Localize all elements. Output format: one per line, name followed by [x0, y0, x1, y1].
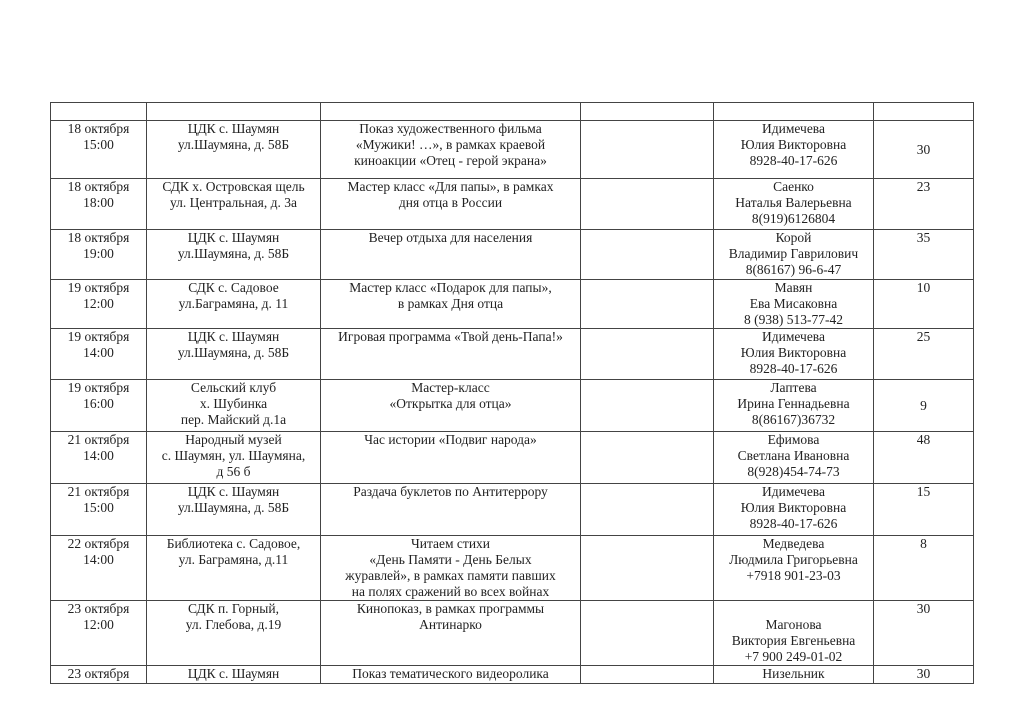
cell-count: 30: [874, 666, 974, 684]
cell-count: 10: [874, 280, 974, 329]
header-cell: [147, 103, 321, 121]
cell-notes: [581, 280, 714, 329]
cell-place: ЦДК с. Шаумян ул.Шаумяна, д. 58Б: [147, 121, 321, 179]
cell-notes: [581, 666, 714, 684]
cell-place: СДК п. Горный, ул. Глебова, д.19: [147, 601, 321, 666]
cell-place: ЦДК с. Шаумян: [147, 666, 321, 684]
cell-responsible: Саенко Наталья Валерьевна 8(919)6126804: [714, 179, 874, 230]
cell-count: 35: [874, 230, 974, 280]
cell-count: 30: [874, 601, 974, 666]
cell-notes: [581, 601, 714, 666]
cell-responsible: Лаптева Ирина Геннадьевна 8(86167)36732: [714, 380, 874, 432]
cell-count: 25: [874, 329, 974, 380]
table-row: [51, 666, 974, 684]
cell-notes: [581, 536, 714, 601]
cell-count: 9: [874, 380, 974, 432]
cell-event: Показ художественного фильма «Мужики! …», в рамках краевой киноакции «Отец - герой экрана»: [321, 121, 581, 179]
header-cell: [321, 103, 581, 121]
cell-responsible: Идимечева Юлия Викторовна 8928-40-17-626: [714, 121, 874, 179]
cell-date: 18 октября 18:00: [51, 179, 147, 230]
events-table: [50, 102, 974, 684]
cell-date: 18 октября 19:00: [51, 230, 147, 280]
table-row: [51, 121, 974, 179]
cell-responsible: Идимечева Юлия Викторовна 8928-40-17-626: [714, 484, 874, 536]
cell-notes: [581, 484, 714, 536]
cell-event: Вечер отдыха для населения: [321, 230, 581, 280]
cell-event: Мастер-класс «Открытка для отца»: [321, 380, 581, 432]
cell-date: 23 октября 12:00: [51, 601, 147, 666]
cell-event: Мастер класс «Подарок для папы», в рамках Дня отца: [321, 280, 581, 329]
cell-place: Народный музей с. Шаумян, ул. Шаумяна, д 56 б: [147, 432, 321, 484]
table-row: [51, 280, 974, 329]
header-cell: [874, 103, 974, 121]
cell-count: 30: [874, 121, 974, 179]
cell-date: 22 октября 14:00: [51, 536, 147, 601]
cell-notes: [581, 179, 714, 230]
cell-date: 21 октября 15:00: [51, 484, 147, 536]
table-row: [51, 536, 974, 601]
cell-responsible: Магонова Виктория Евгеньевна +7 900 249-01-02: [714, 601, 874, 666]
cell-count: 15: [874, 484, 974, 536]
cell-notes: [581, 121, 714, 179]
cell-place: Сельский клуб х. Шубинка пер. Майский д.1а: [147, 380, 321, 432]
cell-place: ЦДК с. Шаумян ул.Шаумяна, д. 58Б: [147, 484, 321, 536]
cell-responsible: Медведева Людмила Григорьевна +7918 901-23-03: [714, 536, 874, 601]
cell-event: Читаем стихи «День Памяти - День Белых журавлей», в рамках памяти павших на полях сражений во всех войнах: [321, 536, 581, 601]
cell-date: 19 октября 12:00: [51, 280, 147, 329]
cell-responsible: Корой Владимир Гаврилович 8(86167) 96-6-47: [714, 230, 874, 280]
cell-count: 8: [874, 536, 974, 601]
table-row: [51, 230, 974, 280]
cell-date: 23 октября: [51, 666, 147, 684]
cell-date: 18 октября 15:00: [51, 121, 147, 179]
cell-count: 48: [874, 432, 974, 484]
cell-place: СДК х. Островская щель ул. Центральная, д. 3а: [147, 179, 321, 230]
cell-event: Час истории «Подвиг народа»: [321, 432, 581, 484]
cell-event: Показ тематического видеоролика: [321, 666, 581, 684]
cell-responsible: Идимечева Юлия Викторовна 8928-40-17-626: [714, 329, 874, 380]
table-row: [51, 179, 974, 230]
cell-event: Раздача буклетов по Антитеррору: [321, 484, 581, 536]
table-row: [51, 432, 974, 484]
cell-place: СДК с. Садовое ул.Баграмяна, д. 11: [147, 280, 321, 329]
cell-date: 19 октября 14:00: [51, 329, 147, 380]
cell-responsible: Мавян Ева Мисаковна 8 (938) 513-77-42: [714, 280, 874, 329]
header-cell: [581, 103, 714, 121]
header-cell: [51, 103, 147, 121]
header-row: [51, 103, 974, 121]
cell-notes: [581, 230, 714, 280]
table-row: [51, 484, 974, 536]
cell-responsible: Ефимова Светлана Ивановна 8(928)454-74-73: [714, 432, 874, 484]
cell-place: ЦДК с. Шаумян ул.Шаумяна, д. 58Б: [147, 329, 321, 380]
cell-notes: [581, 432, 714, 484]
cell-notes: [581, 329, 714, 380]
cell-responsible: Низельник: [714, 666, 874, 684]
cell-notes: [581, 380, 714, 432]
cell-event: Кинопоказ, в рамках программы Антинарко: [321, 601, 581, 666]
table-row: [51, 329, 974, 380]
cell-count: 23: [874, 179, 974, 230]
cell-place: Библиотека с. Садовое, ул. Баграмяна, д.11: [147, 536, 321, 601]
cell-place: ЦДК с. Шаумян ул.Шаумяна, д. 58Б: [147, 230, 321, 280]
cell-date: 19 октября 16:00: [51, 380, 147, 432]
header-cell: [714, 103, 874, 121]
cell-event: Игровая программа «Твой день-Папа!»: [321, 329, 581, 380]
cell-date: 21 октября 14:00: [51, 432, 147, 484]
table-row: [51, 601, 974, 666]
table-row: [51, 380, 974, 432]
cell-event: Мастер класс «Для папы», в рамках дня отца в России: [321, 179, 581, 230]
